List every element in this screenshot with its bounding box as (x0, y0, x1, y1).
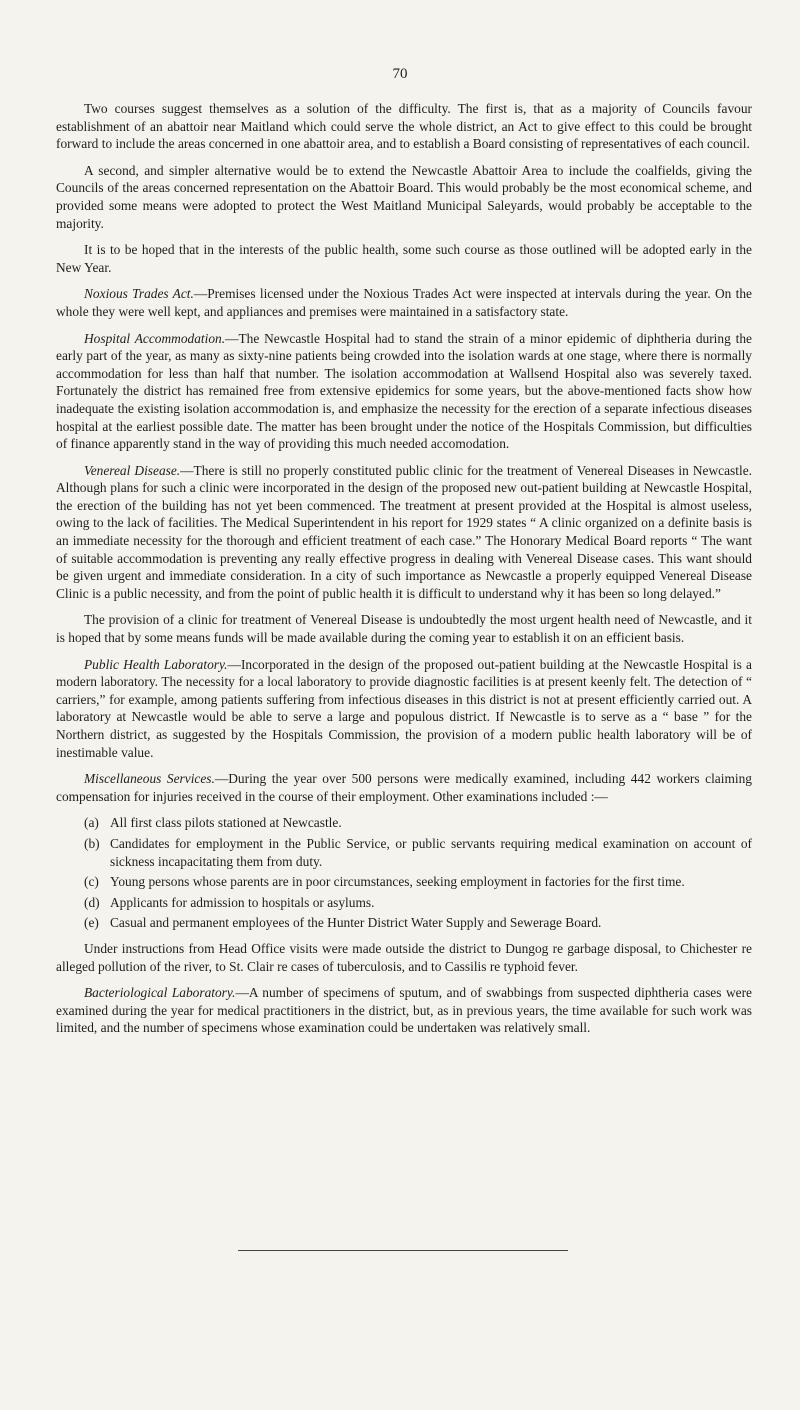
paragraph-abattoir-courses: Two courses suggest themselves as a solution of the difficulty. The first is, that as a majority of Councils favour establishment of an abattoir near Maitland which could serve the whole district, an Act to give effect to this could be brought forward to include the areas concerned in one abattoir area, and to establish a Board consisting of representatives of each council. (56, 101, 752, 152)
list-marker: (d) (84, 894, 100, 910)
examinations-list (56, 814, 752, 932)
section-bacteriological-laboratory (56, 984, 752, 1037)
list-text: Young persons whose parents are in poor circumstances, seeking employment in factories for the first time. (110, 874, 685, 890)
list-text: Casual and permanent employees of the Hunter District Water Supply and Sewerage Board. (110, 915, 602, 931)
section-heading: Miscellaneous Services. (84, 771, 215, 787)
page-body (56, 100, 752, 1046)
list-marker: (e) (84, 915, 99, 931)
paragraph-head-office-visits: Under instructions from Head Office visits were made outside the district to Dungog re garbage disposal, to Chichester re alleged pollution of the river, to St. Clair re cases of tuberculosis, and to Cassilis re typhoid fever. (56, 940, 752, 974)
list-text: Candidates for employment in the Public Service, or public servants requiring medical examination on account of sickness incapacitating them from duty. (110, 835, 752, 869)
list-item (56, 814, 752, 832)
list-item (56, 835, 752, 870)
section-text: —A number of specimens of sputum, and of swabbings from suspected diphtheria cases were examined during the year for medical practitioners in the district, but, as in previous years, the time available for such work was limited, and the number of specimens whose examination could be undertaken was relatively small. (56, 985, 753, 1036)
section-heading: Public Health Laboratory. (84, 656, 228, 672)
list-item (56, 914, 752, 932)
section-heading: Venereal Disease. (84, 462, 181, 478)
section-heading: Bacteriological Laboratory. (84, 985, 236, 1001)
section-text: —There is still no properly constituted public clinic for the treatment of Venereal Diseases in Newcastle. Although plans for such a clinic were incorporated in the design of the proposed new out-patient building at Newcastle Hospital, the erection of the building has not yet been commenced. The treatment at present provided at the Hospital is almost useless, owing to the lack of facilities. The Medical Superintendent in his report for 1929 states “ A clinic organized on a definite basis is an immediate necessity for the thorough and efficient treatment of each case.” The Honorary Medical Board reports “ The want of suitable accommodation is preventing any really effective progress in dealing with Venereal Disease cases. This want should be given urgent and immediate consideration. In a city of such importance as Newcastle a properly equipped Venereal Disease Clinic is a public necessity, and from the point of public health it is difficult to understand why it has been so long delayed.” (56, 462, 752, 601)
section-hospital-accommodation (56, 330, 752, 453)
list-text: All first class pilots stationed at Newcastle. (110, 815, 342, 831)
page-number: 70 (392, 66, 408, 82)
section-text: —Premises licensed under the Noxious Trades Act were inspected at intervals during the year. On the whole they were well kept, and appliances and premises were maintained in a satisfactory state. (56, 286, 752, 319)
section-text: —During the year over 500 persons were medically examined, including 442 workers claiming compensation for injuries received in the course of their employment. Other examinations included :— (56, 771, 752, 804)
list-marker: (a) (84, 815, 99, 831)
list-marker: (c) (84, 874, 99, 890)
section-heading: Hospital Accommodation. (84, 330, 226, 346)
end-rule (238, 1250, 568, 1251)
list-item (56, 894, 752, 912)
section-noxious-trades (56, 285, 752, 320)
section-heading: Noxious Trades Act. (84, 286, 194, 302)
paragraph-abattoir-alternative: A second, and simpler alternative would be to extend the Newcastle Abattoir Area to include the coalfields, giving the Councils of the areas concerned representation on the Abattoir Board. This would probably be the most economical scheme, and provided some means were adopted to protect the West Maitland Municipal Saleyards, would probably be acceptable to the majority. (56, 162, 752, 231)
section-text: —The Newcastle Hospital had to stand the strain of a minor epidemic of diphtheria during the early part of the year, as many as sixty-nine patients being crowded into the isolation wards at one stage, where there is normally accommodation for less than half that number. The isolation accommodation at Wallsend Hospital also was severely taxed. Fortunately the district has remained free from extensive epidemics for some years, but the above-mentioned facts show how inadequate the existing isolation accommodation is, and emphasize the necessity for the erection of a separate infectious diseases hospital at the earliest possible date. The matter has been brought under the notice of the Hospitals Commission, but difficulties of finance apparently stand in the way of providing this much needed accomodation. (56, 330, 752, 452)
paragraph-public-health-hope: It is to be hoped that in the interests of the public health, some such course as those outlined will be adopted early in the New Year. (56, 242, 752, 275)
list-item (56, 873, 752, 891)
paragraph-clinic-provision: The provision of a clinic for treatment of Venereal Disease is undoubtedly the most urgent health need of Newcastle, and it is hoped that by some means funds will be made available during the coming year to establish it on an efficient basis. (56, 612, 752, 646)
section-venereal-disease (56, 462, 752, 603)
section-text: —Incorporated in the design of the proposed out-patient building at the Newcastle Hospital is a modern laboratory. The necessity for a local laboratory to provide diagnostic facilities is at present keenly felt. The detection of “ carriers,” for example, among patients suffering from infectious diseases in this district is not at present efficiently carried out. A laboratory at Newcastle would be able to serve a large and populous district. If Newcastle is to serve as a “ base ” for the Northern district, as suggested by the Hospitals Commission, the provision of a modern public health laboratory will be of inestimable value. (56, 656, 752, 760)
list-text: Applicants for admission to hospitals or asylums. (110, 894, 375, 910)
list-marker: (b) (84, 835, 100, 851)
section-miscellaneous-services (56, 770, 752, 805)
section-public-health-laboratory (56, 656, 752, 762)
